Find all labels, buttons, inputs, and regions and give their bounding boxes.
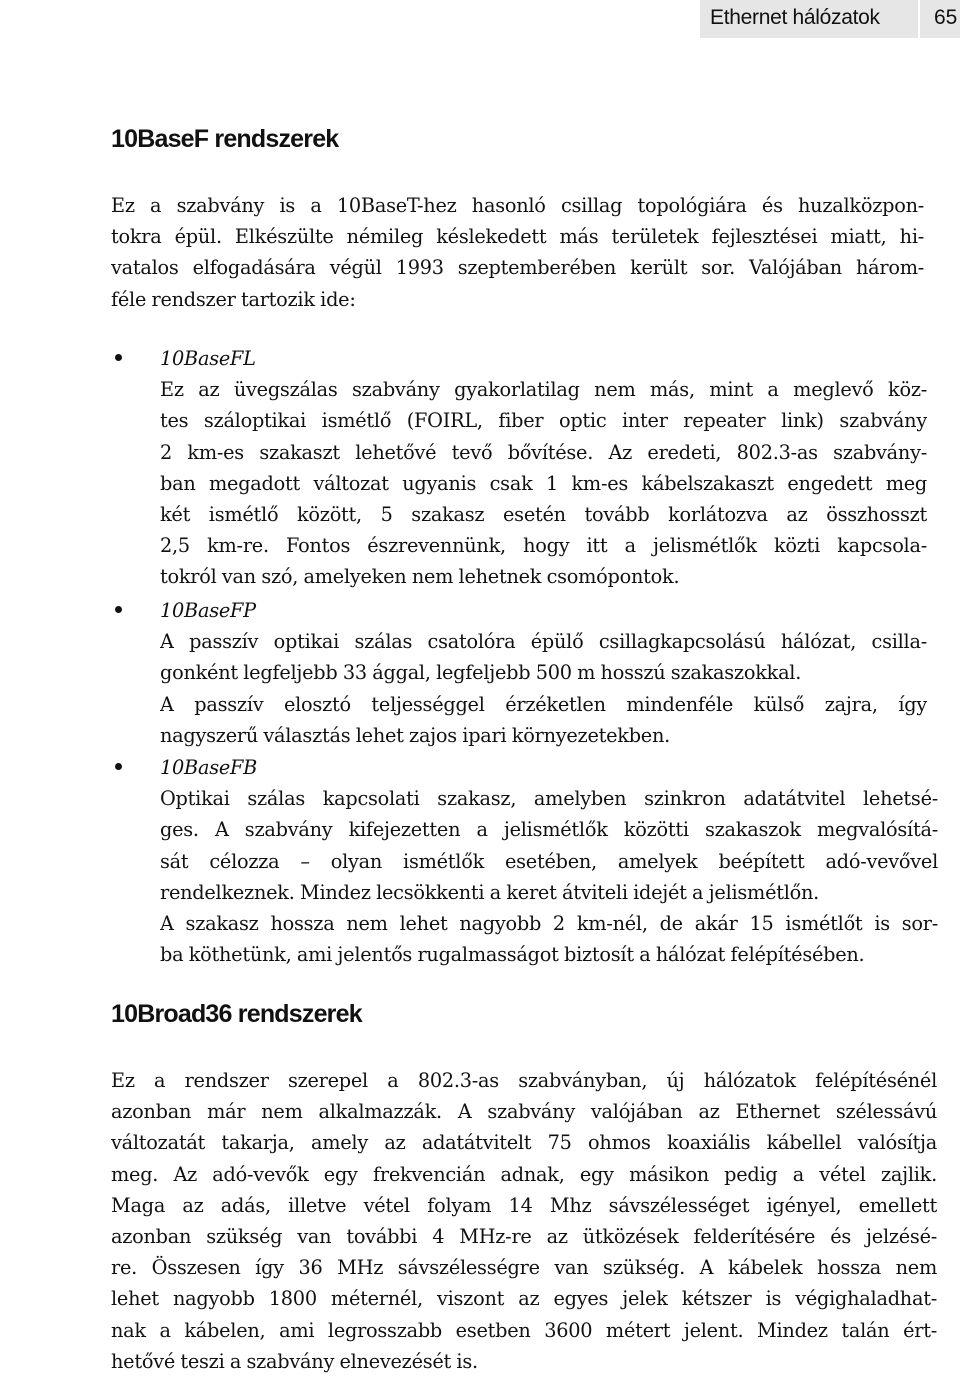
text-line: rendelkeznek. Mindez lecsökkenti a keret átviteli idejét a jelismétlőn. [160, 880, 820, 904]
text-line: Maga az adás, illetve vétel folyam 14 Mhz sávszélességet igényel, emellett [111, 1193, 937, 1217]
bullet-icon [115, 354, 122, 361]
bullet-term: 10BaseFB [160, 756, 258, 779]
10broad36-paragraph [111, 1065, 937, 1377]
text-line: tes száloptikai ismétlő (FOIRL, fiber optic inter repeater link) szabvány [160, 409, 927, 433]
text-line: re. Összesen így 36 MHz sávszélességre van szükség. A kábelek hossza nem [111, 1256, 937, 1280]
text-line: gonként legfeljebb 33 ággal, legfeljebb 500 m hosszú szakaszokkal. [160, 661, 802, 685]
header-title: Ethernet hálózatok [710, 6, 880, 29]
text-line: Ez az üvegszálas szabvány gyakorlatilag nem más, mint a meglevő köz- [160, 378, 927, 402]
text-line: ba köthetünk, ami jelentős rugalmasságot biztosít a hálózat felépítésében. [160, 943, 865, 967]
text-line: ban megadott változat ugyanis csak 1 km-es kábelszakaszt engedett meg [160, 471, 927, 495]
bullet-item-10basefl [160, 343, 927, 593]
text-line: változatát takarja, amely az adatátvitelt 75 ohmos koaxiális kábellel valósítja [111, 1131, 937, 1155]
text-line: Ez a rendszer szerepel a 802.3-as szabványban, új hálózatok felépítésénél [111, 1069, 937, 1092]
text-line: A szakasz hossza nem lehet nagyobb 2 km-nél, de akár 15 ismétlőt is sor- [160, 911, 938, 935]
bullet-icon [115, 606, 122, 613]
text-line: 2 km-es szakaszt lehetővé tevő bővítése. Az eredeti, 802.3-as szabvány- [160, 440, 927, 464]
text-line: hetővé teszi a szabvány elnevezését is. [111, 1349, 478, 1373]
text-line: 2,5 km-re. Fontos észrevennünk, hogy itt a jelismétlők közti kapcsola- [160, 534, 927, 558]
text-line: nagyszerű választás lehet zajos ipari környezetekben. [160, 723, 671, 747]
running-header [700, 0, 960, 38]
page-number: 65 [934, 6, 958, 29]
bullet-item-10basefb [160, 752, 938, 970]
intro-paragraph [111, 190, 924, 315]
text-line: Optikai szálas kapcsolati szakasz, amelyben szinkron adatátvitel lehetsé- [160, 787, 938, 811]
text-line: A passzív optikai szálas csatolóra épülő csillagkapcsolású hálózat, csilla- [160, 630, 927, 654]
text-line: két ismétlő között, 5 szakasz esetén tovább korlátozva az összhosszt [160, 502, 927, 526]
text-line: Ez a szabvány is a 10BaseT-hez hasonló csillag topológiára és huzalközpon- [111, 194, 924, 217]
text-line: azonban már nem alkalmazzák. A szabvány valójában az Ethernet szélessávú [111, 1100, 937, 1124]
text-line: nak a kábelen, ami legrosszabb esetben 3600 métert jelent. Mindez talán ért- [111, 1318, 937, 1342]
section-heading-10broad36: 10Broad36 rendszerek [111, 1000, 362, 1028]
header-divider [918, 0, 920, 38]
text-line: ges. A szabvány kifejezetten a jelismétlők közötti szakaszok megvalósítá- [160, 818, 938, 842]
bullet-icon [115, 763, 122, 770]
text-line: sát célozza – olyan ismétlők esetében, amelyek beépített adó-vevővel [160, 849, 938, 873]
bullet-term: 10BaseFP [160, 599, 256, 622]
text-line: A passzív elosztó teljességgel érzéketlen mindenféle külső zajra, így [160, 692, 927, 716]
text-line: azonban szükség van további 4 MHz-re az ütközések felderítésére és jelzésé- [111, 1224, 937, 1248]
bullet-term: 10BaseFL [160, 347, 256, 370]
text-line: vatalos elfogadására végül 1993 szeptemberében került sor. Valójában három- [111, 256, 924, 280]
text-line: féle rendszer tartozik ide: [111, 287, 356, 311]
section-heading-10basef: 10BaseF rendszerek [111, 125, 339, 153]
bullet-item-10basefp [160, 595, 927, 751]
text-line: tokról van szó, amelyeken nem lehetnek csomópontok. [160, 565, 680, 589]
text-line: meg. Az adó-vevők egy frekvencián adnak, egy másikon pedig a vétel zajlik. [111, 1162, 937, 1186]
text-line: lehet nagyobb 1800 méternél, viszont az egyes jelek kétszer is végighaladhat- [111, 1287, 937, 1311]
text-line: tokra épül. Elkészülte némileg késlekedett más területek fejlesztései miatt, hi- [111, 225, 924, 249]
